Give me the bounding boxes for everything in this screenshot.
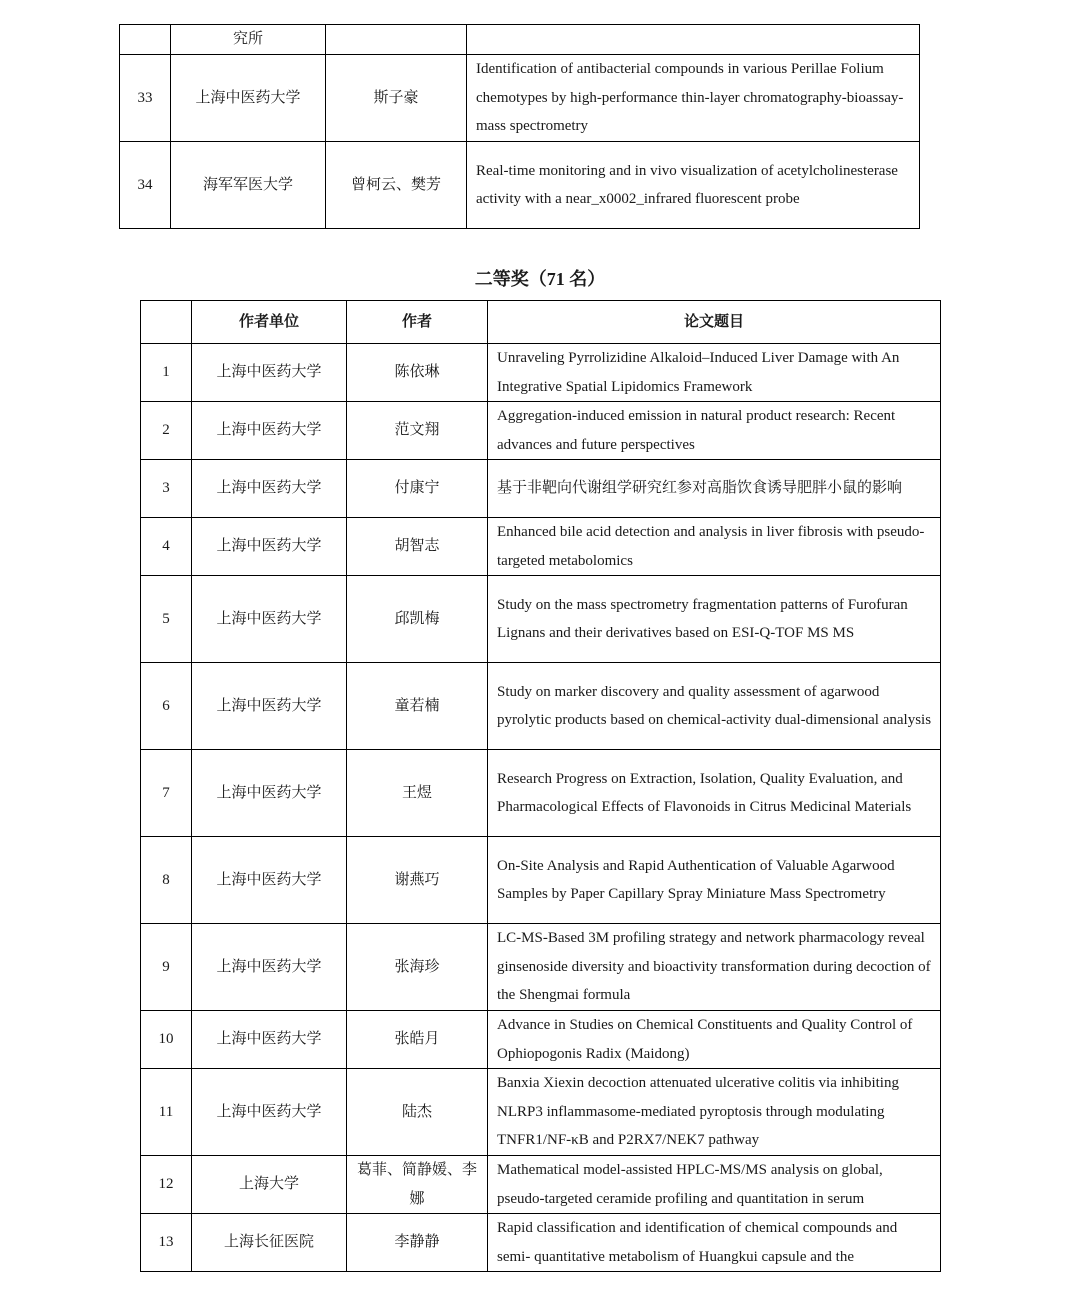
paper-title: [467, 25, 920, 55]
author-names: 陆杰: [347, 1069, 488, 1156]
author-unit: 上海中医药大学: [192, 576, 347, 663]
author-unit: 上海中医药大学: [192, 837, 347, 924]
author-names: 王煜: [347, 750, 488, 837]
paper-title: LC-MS-Based 3M profiling strategy and network pharmacology reveal ginsenoside diversity and bioactivity transformation during decoction of the Shengmai formula: [488, 924, 941, 1011]
author-names: 胡智志: [347, 518, 488, 576]
row-number: 5: [141, 576, 192, 663]
paper-title: Study on marker discovery and quality assessment of agarwood pyrolytic products based on chemical-activity dual-dimensional analysis: [488, 663, 941, 750]
author-names: 张海珍: [347, 924, 488, 1011]
paper-title: 基于非靶向代谢组学研究红参对高脂饮食诱导肥胖小鼠的影响: [488, 460, 941, 518]
award-table-continued: [119, 24, 920, 229]
row-number: 10: [141, 1011, 192, 1069]
paper-title: Rapid classification and identification of chemical compounds and semi- quantitative metabolism of Huangkui capsule and the: [488, 1214, 941, 1272]
table-row: [141, 460, 941, 518]
paper-title: Identification of antibacterial compounds in various Perillae Folium chemotypes by high-performance thin-layer chromatography-bioassay-mass spectrometry: [467, 55, 920, 142]
table-row: [120, 25, 920, 55]
table-row: [120, 55, 920, 142]
row-number: 33: [120, 55, 171, 142]
table-row: [141, 750, 941, 837]
table-row: [141, 402, 941, 460]
row-number: 1: [141, 344, 192, 402]
header-paper-title: 论文题目: [488, 301, 941, 344]
author-names: [326, 25, 467, 55]
author-unit: 上海长征医院: [192, 1214, 347, 1272]
author-unit: 上海中医药大学: [171, 55, 326, 142]
paper-title: Banxia Xiexin decoction attenuated ulcerative colitis via inhibiting NLRP3 inflammasome-mediated pyroptosis through modulating TNFR1/NF-κB and P2RX7/NEK7 pathway: [488, 1069, 941, 1156]
table-row: [141, 344, 941, 402]
author-unit: 上海中医药大学: [192, 663, 347, 750]
header-author-unit: 作者单位: [192, 301, 347, 344]
paper-title: Aggregation-induced emission in natural product research: Recent advances and future perspectives: [488, 402, 941, 460]
paper-title: Unraveling Pyrrolizidine Alkaloid–Induced Liver Damage with An Integrative Spatial Lipidomics Framework: [488, 344, 941, 402]
author-unit: 究所: [171, 25, 326, 55]
table-row: [141, 1156, 941, 1214]
row-number: 34: [120, 142, 171, 229]
author-names: 付康宁: [347, 460, 488, 518]
author-unit: 上海大学: [192, 1156, 347, 1214]
row-number: 6: [141, 663, 192, 750]
author-names: 谢燕巧: [347, 837, 488, 924]
paper-title: Study on the mass spectrometry fragmentation patterns of Furofuran Lignans and their derivatives based on ESI-Q-TOF MS MS: [488, 576, 941, 663]
header-author: 作者: [347, 301, 488, 344]
row-number: [120, 25, 171, 55]
author-names: 童若楠: [347, 663, 488, 750]
author-unit: 上海中医药大学: [192, 1069, 347, 1156]
table-row: [141, 518, 941, 576]
row-number: 3: [141, 460, 192, 518]
row-number: 7: [141, 750, 192, 837]
row-number: 9: [141, 924, 192, 1011]
table-header-row: [141, 301, 941, 344]
author-unit: 上海中医药大学: [192, 344, 347, 402]
paper-title: Enhanced bile acid detection and analysis in liver fibrosis with pseudo-targeted metabolomics: [488, 518, 941, 576]
author-unit: 上海中医药大学: [192, 924, 347, 1011]
paper-title: Advance in Studies on Chemical Constituents and Quality Control of Ophiopogonis Radix (Maidong): [488, 1011, 941, 1069]
row-number: 4: [141, 518, 192, 576]
table-row: [141, 663, 941, 750]
paper-title: Mathematical model-assisted HPLC-MS/MS analysis on global, pseudo-targeted ceramide profiling and quantitation in serum: [488, 1156, 941, 1214]
row-number: 2: [141, 402, 192, 460]
row-number: 13: [141, 1214, 192, 1272]
author-unit: 海军军医大学: [171, 142, 326, 229]
author-names: 张皓月: [347, 1011, 488, 1069]
row-number: 8: [141, 837, 192, 924]
table-row: [120, 142, 920, 229]
author-unit: 上海中医药大学: [192, 750, 347, 837]
author-names: 陈依琳: [347, 344, 488, 402]
author-names: 曾柯云、樊芳: [326, 142, 467, 229]
author-unit: 上海中医药大学: [192, 518, 347, 576]
author-names: 范文翔: [347, 402, 488, 460]
header-number: [141, 301, 192, 344]
paper-title: On-Site Analysis and Rapid Authentication of Valuable Agarwood Samples by Paper Capillary Spray Miniature Mass Spectrometry: [488, 837, 941, 924]
table-row: [141, 1011, 941, 1069]
second-prize-table: [140, 300, 941, 1272]
author-names: 葛菲、简静媛、李娜: [347, 1156, 488, 1214]
table-row: [141, 1214, 941, 1272]
paper-title: Real-time monitoring and in vivo visualization of acetylcholinesterase activity with a near_x0002_infrared fluorescent probe: [467, 142, 920, 229]
author-unit: 上海中医药大学: [192, 402, 347, 460]
author-unit: 上海中医药大学: [192, 1011, 347, 1069]
row-number: 12: [141, 1156, 192, 1214]
section-heading: 二等奖（71 名）: [474, 269, 606, 289]
table-row: [141, 924, 941, 1011]
paper-title: Research Progress on Extraction, Isolation, Quality Evaluation, and Pharmacological Effects of Flavonoids in Citrus Medicinal Materials: [488, 750, 941, 837]
row-number: 11: [141, 1069, 192, 1156]
author-names: 李静静: [347, 1214, 488, 1272]
table-row: [141, 576, 941, 663]
author-names: 斯子豪: [326, 55, 467, 142]
table-row: [141, 837, 941, 924]
author-unit: 上海中医药大学: [192, 460, 347, 518]
author-names: 邱凯梅: [347, 576, 488, 663]
table-row: [141, 1069, 941, 1156]
